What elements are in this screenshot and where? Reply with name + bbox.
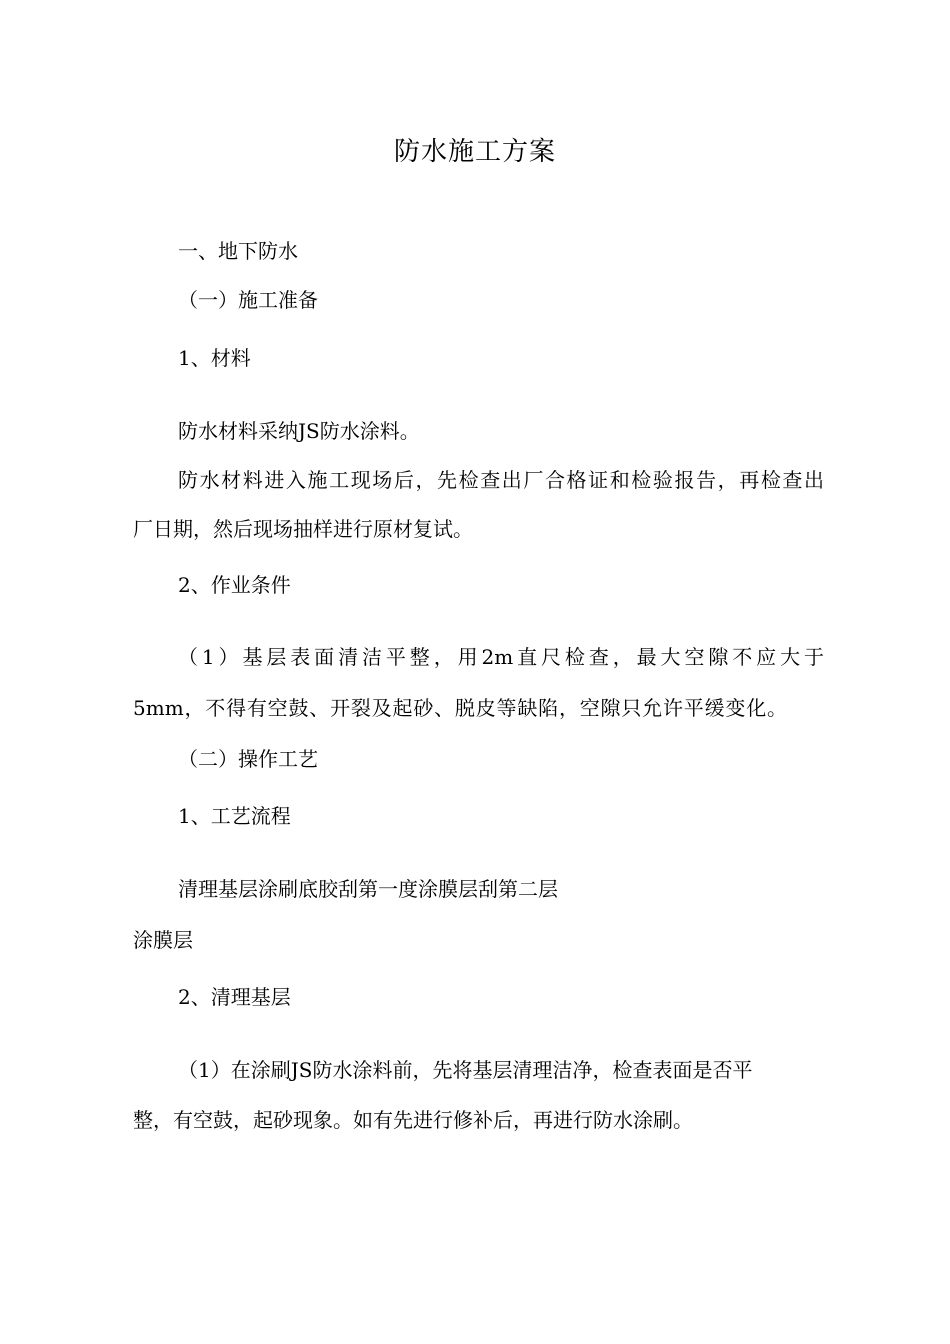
heading-construction-preparation: （一）施工准备 <box>178 288 318 312</box>
paragraph-cleaning-line-1: （1）在涂刷JS防水涂料前，先将基层清理洁净，检查表面是否平 <box>178 1058 753 1082</box>
document-title: 防水施工方案 <box>393 137 556 167</box>
heading-underground-waterproofing: 一、地下防水 <box>178 239 298 263</box>
process-flow-line-2: 涂膜层 <box>133 928 193 952</box>
heading-materials: 1、材料 <box>178 346 251 370</box>
heading-work-conditions: 2、作业条件 <box>178 573 291 597</box>
paragraph-cleaning-line-2: 整，有空鼓，起砂现象。如有先进行修补后，再进行防水涂刷。 <box>133 1108 693 1132</box>
heading-process-flow: 1、工艺流程 <box>178 804 291 828</box>
paragraph-material-inspection-line-2: 厂日期，然后现场抽样进行原材复试。 <box>133 517 473 541</box>
heading-operation-process: （二）操作工艺 <box>178 747 318 771</box>
paragraph-base-layer-line-2: 5mm，不得有空鼓、开裂及起砂、脱皮等缺陷，空隙只允许平缓变化。 <box>133 696 787 720</box>
paragraph-base-layer-line-1: （1）基层表面清洁平整，用2m直尺检查，最大空隙不应大于 <box>178 645 824 669</box>
heading-clean-base-layer: 2、清理基层 <box>178 985 291 1009</box>
process-flow-line-1: 清理基层涂刷底胶刮第一度涂膜层刮第二层 <box>178 877 558 901</box>
paragraph-material-choice: 防水材料采纳JS防水涂料。 <box>178 419 420 443</box>
paragraph-material-inspection-line-1: 防水材料进入施工现场后，先检查出厂合格证和检验报告，再检查出 <box>178 468 824 492</box>
